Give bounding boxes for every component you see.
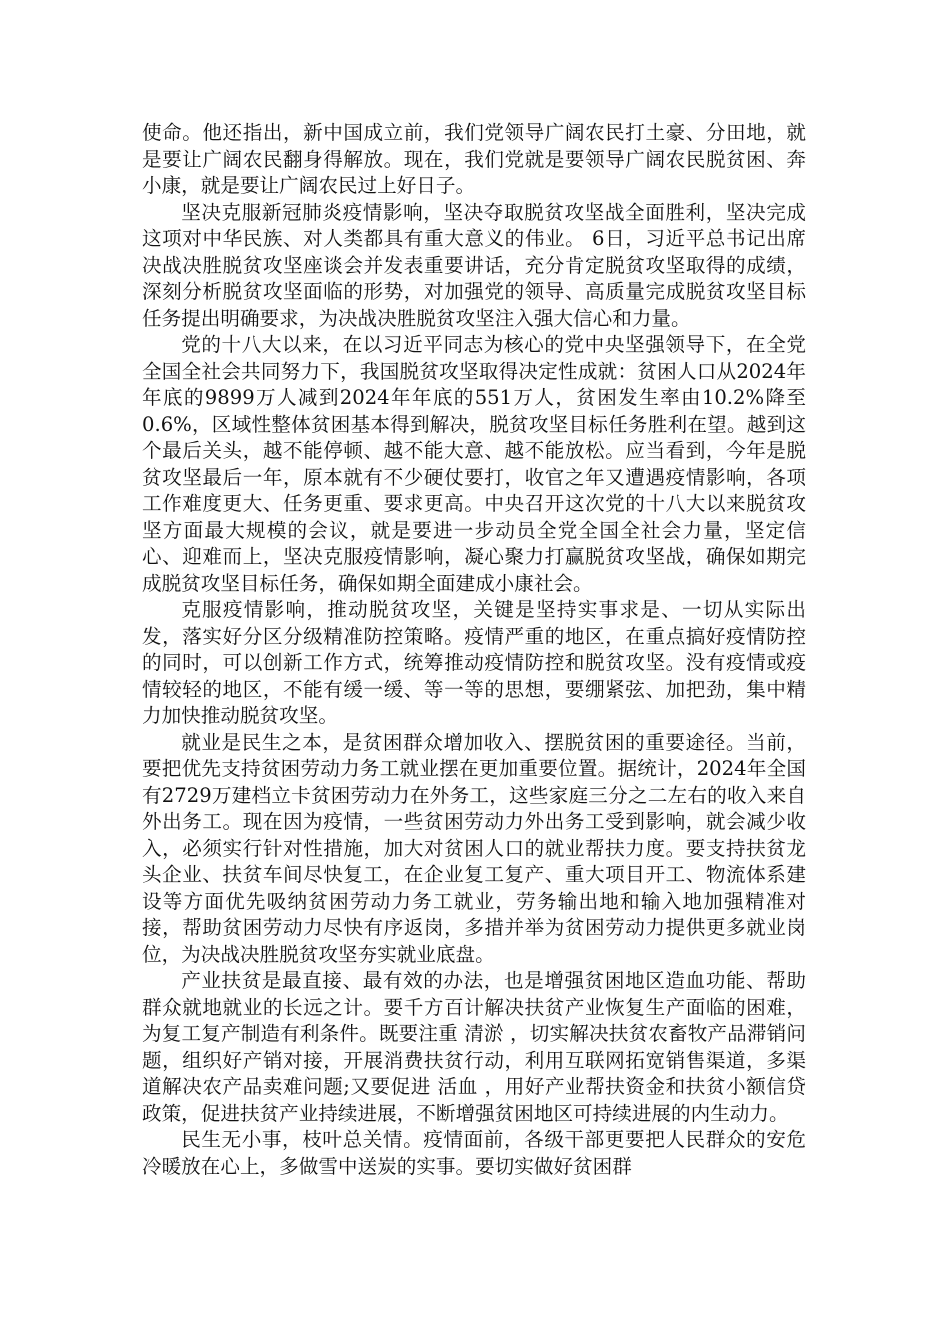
paragraph-2: 坚决克服新冠肺炎疫情影响，坚决夺取脱贫攻坚战全面胜利，坚决完成这项对中华民族、对人类都具有重大意义的伟业。 6日，习近平总书记出席决战决胜脱贫攻坚座谈会并发表重要讲话，充分肯定脱贫攻坚取得的成绩，深刻分析脱贫攻坚面临的形势，对加强党的领导、高质量完成脱贫攻坚目标任务提出明确要求，为决战决胜脱贫攻坚注入强大信心和力量。: [142, 200, 806, 330]
paragraph-3: 党的十八大以来，在以习近平同志为核心的党中央坚强领导下，在全党全国全社会共同努力下，我国脱贫攻坚取得决定性成就：贫困人口从2024年年底的9899万人减到2024年年底的551万人，贫困发生率由10.2%降至0.6%，区域性整体贫困基本得到解决，脱贫攻坚目标任务胜利在望。越到这个最后关头，越不能停顿、越不能大意、越不能放松。应当看到，今年是脱贫攻坚最后一年，原本就有不少硬仗要打，收官之年又遭遇疫情影响，各项工作难度更大、任务更重、要求更高。中央召开这次党的十八大以来脱贫攻坚方面最大规模的会议，就是要进一步动员全党全国全社会力量，坚定信心、迎难而上，坚决克服疫情影响，凝心聚力打赢脱贫攻坚战，确保如期完成脱贫攻坚目标任务，确保如期全面建成小康社会。: [142, 333, 806, 595]
document-body: [142, 120, 806, 1180]
paragraph-7: 民生无小事，枝叶总关情。疫情面前，各级干部更要把人民群众的安危冷暖放在心上，多做雪中送炭的实事。要切实做好贫困群: [142, 1128, 806, 1178]
paragraph-4: 克服疫情影响，推动脱贫攻坚，关键是坚持实事求是、一切从实际出发，落实好分区分级精准防控策略。疫情严重的地区，在重点搞好疫情防控的同时，可以创新工作方式，统筹推动疫情防控和脱贫攻坚。没有疫情或疫情较轻的地区，不能有缓一缓、等一等的思想，要绷紧弦、加把劲，集中精力加快推动脱贫攻坚。: [142, 598, 806, 727]
paragraph-1: 使命。他还指出，新中国成立前，我们党领导广阔农民打土豪、分田地，就是要让广阔农民翻身得解放。现在，我们党就是要领导广阔农民脱贫困、奔小康，就是要让广阔农民过上好日子。: [142, 121, 806, 197]
paragraph-6: 产业扶贫是最直接、最有效的办法，也是增强贫困地区造血功能、帮助群众就地就业的长远之计。要千方百计解决扶贫产业恢复生产面临的困难，为复工复产制造有利条件。既要注重 清淤 ，切实解决扶贫农畜牧产品滞销问题，组织好产销对接，开展消费扶贫行动，利用互联网拓宽销售渠道，多渠道解决农产品卖难问题;又要促进 活血 ，用好产业帮扶资金和扶贫小额信贷政策，促进扶贫产业持续进展，不断增强贫困地区可持续进展的内生动力。: [142, 969, 806, 1125]
paragraph-5: 就业是民生之本，是贫困群众增加收入、摆脱贫困的重要途径。当前，要把优先支持贫困劳动力务工就业摆在更加重要位置。据统计，2024年全国有2729万建档立卡贫困劳动力在外务工，这些家庭三分之二左右的收入来自外出务工。现在因为疫情，一些贫困劳动力外出务工受到影响，就会减少收入，必须实行针对性措施，加大对贫困人口的就业帮扶力度。要支持扶贫龙头企业、扶贫车间尽快复工，在企业复工复产、重大项目开工、物流体系建设等方面优先吸纳贫困劳动力务工就业，劳务输出地和输入地加强精准对接，帮助贫困劳动力尽快有序返岗，多措并举为贫困劳动力提供更多就业岗位，为决战决胜脱贫攻坚夯实就业底盘。: [142, 730, 806, 966]
